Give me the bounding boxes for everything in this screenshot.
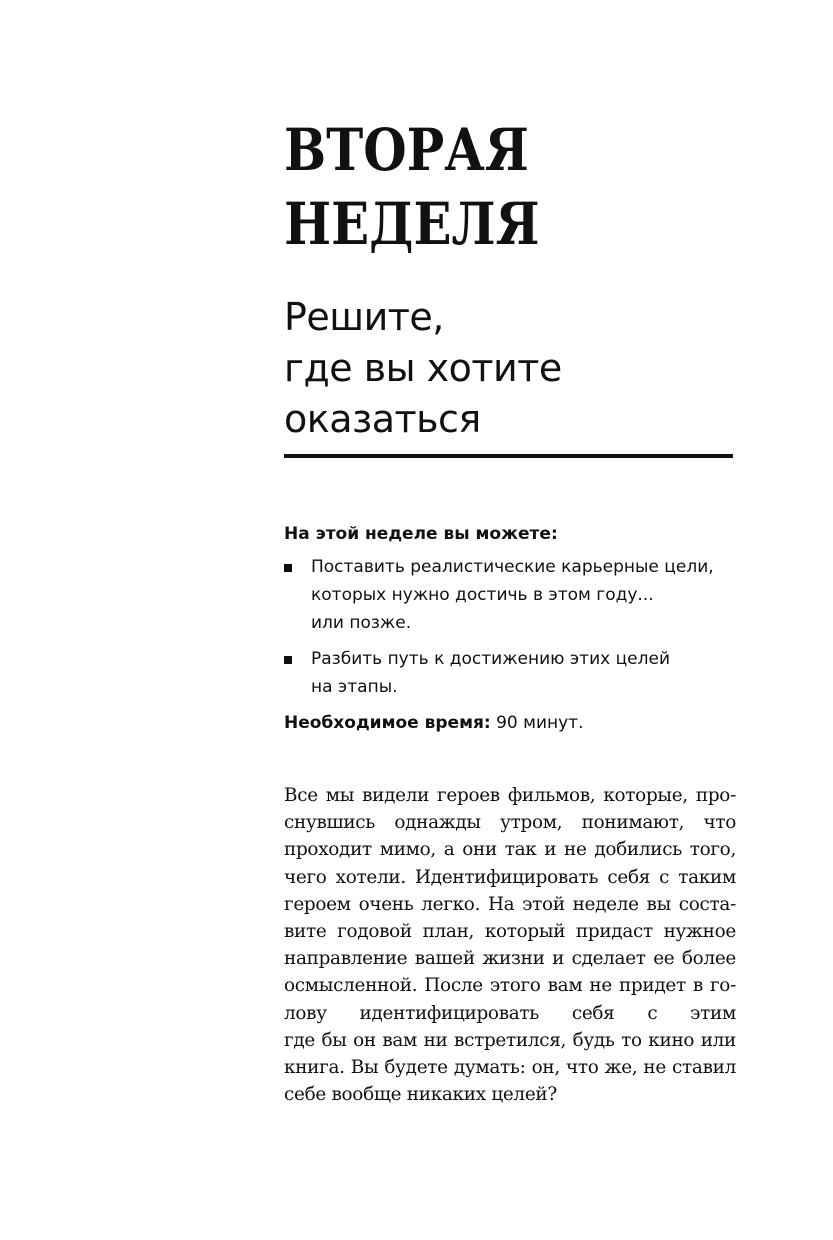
goal-item-line: которых нужно достичь в этом году... [311,585,654,605]
body-line: вите годовой план, который придаст нужное [284,920,736,942]
chapter-subtitle [284,292,736,445]
goal-item-line: Поставить реалистические карьерные цели, [311,557,714,577]
required-time-value: 90 минут. [496,713,584,733]
goal-item-line: Разбить путь к достижению этих целей [311,649,670,669]
body-line: где бы он вам ни встретился, будь то кино или [284,1029,736,1051]
required-time [284,709,736,737]
goal-list [284,553,736,701]
body-paragraph [284,782,736,1108]
goal-item [284,645,736,701]
chapter-title-line: ВТОРАЯ [284,116,529,184]
divider-rule [284,454,733,458]
square-bullet-icon [284,564,292,572]
body-line: лову идентифицировать себя с этим [284,1002,736,1024]
body-line: снувшись однажды утром, понимают, что [284,812,736,834]
body-line: героем очень легко. На этой неделе вы соста- [284,893,736,915]
square-bullet-icon [284,656,292,664]
body-line: книга. Вы будете думать: он, что же, не ставил [284,1056,736,1078]
body-line: осмысленной. После этого вам не придет в го- [284,975,736,997]
chapter-title [284,113,673,261]
body-line: себе вообще никаких целей? [284,1084,557,1106]
body-line: проходит мимо, а они так и не добились того, [284,839,736,861]
goals-heading: На этой неделе вы можете: [284,524,558,544]
body-line: Все мы видели героев фильмов, которые, про- [284,785,736,806]
body-line: направление вашей жизни и сделает ее более [284,948,736,970]
goal-item-line: или позже. [311,613,412,633]
chapter-title-line: НЕДЕЛЯ [284,190,540,258]
goal-item-line: на этапы. [311,677,398,697]
required-time-label: Необходимое время: [284,713,491,733]
goal-item [284,553,736,637]
chapter-subtitle-line: Решите, [284,295,444,339]
weekly-goals-box [284,520,736,737]
chapter-subtitle-line: оказаться [284,397,481,441]
body-line: чего хотели. Идентифицировать себя с таким [284,866,736,888]
chapter-subtitle-line: где вы хотите [284,346,562,390]
